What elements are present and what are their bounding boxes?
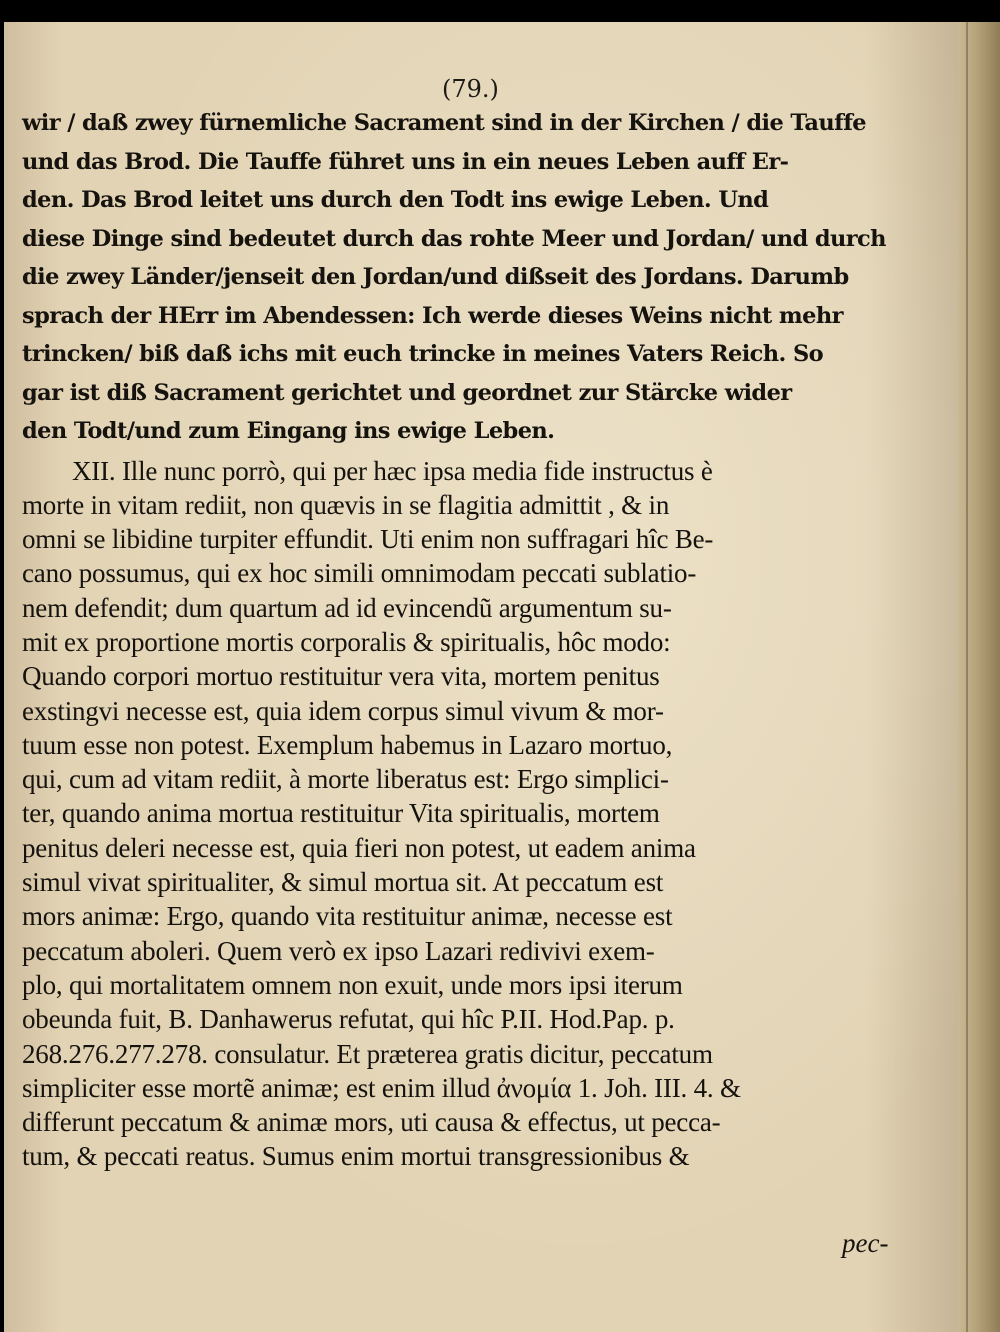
text-line: exstingvi necesse est, quia idem corpus simul vivum & mor- <box>22 695 664 726</box>
text-line: simpliciter esse mortẽ animæ; est enim illud ἀνομία 1. Joh. III. 4. & <box>22 1072 741 1103</box>
text-line: den Todt/und zum Eingang ins ewige Leben. <box>22 418 555 444</box>
text-line: diese Dinge sind bedeutet durch das rohte Meer und Jordan/ und durch <box>22 225 886 252</box>
latin-paragraph <box>22 454 902 1174</box>
page-text <box>22 104 902 1174</box>
text-line: XII. Ille nunc porrò, qui per hæc ipsa media fide instructus è <box>72 455 713 486</box>
text-line: morte in vitam rediit, non quævis in se flagitia admittit , & in <box>22 489 670 520</box>
text-line: wir / daß zwey fürnemliche Sacrament sind in der Kirchen / die Tauffe <box>22 110 867 136</box>
text-line: peccatum aboleri. Quem verò ex ipso Lazari redivivi exem- <box>22 935 655 966</box>
text-line: qui, cum ad vitam rediit, à morte liberatus est: Ergo simplici- <box>22 764 669 795</box>
text-line: differunt peccatum & animæ mors, uti causa & effectus, ut pecca- <box>22 1107 721 1138</box>
text-line: und das Brod. Die Tauffe führet uns in ein neues Leben auff Er- <box>22 148 789 175</box>
text-line: omni se libidine turpiter effundit. Uti enim non suffragari hîc Be- <box>22 524 714 555</box>
text-line: tuum esse non potest. Exemplum habemus in Lazaro mortuo, <box>22 729 673 760</box>
text-line: trincken/ biß daß ichs mit euch trincke in meines Vaters Reich. So <box>22 341 824 367</box>
page-number: (79.) <box>442 75 499 103</box>
text-line: tum, & peccati reatus. Sumus enim mortui transgressionibus & <box>22 1141 690 1172</box>
text-line: gar ist diß Sacrament gerichtet und geordnet zur Stärcke wider <box>22 379 792 406</box>
german-paragraph <box>22 104 902 451</box>
catchword: pec- <box>842 1228 889 1258</box>
text-line: obeunda fuit, B. Danhawerus refutat, qui hîc P.II. Hod.Pap. p. <box>22 1004 675 1035</box>
text-line: die zwey Länder/jenseit den Jordan/und dißseit des Jordans. Darumb <box>22 264 849 290</box>
text-line: simul vivat spiritualiter, & simul mortua sit. At peccatum est <box>22 867 664 898</box>
text-line: nem defendit; dum quartum ad id evincendũ argumentum su- <box>22 592 672 623</box>
text-line: mit ex proportione mortis corporalis & spiritualis, hôc modo: <box>22 626 671 657</box>
text-line: cano possumus, qui ex hoc simili omnimodam peccati sublatio- <box>22 558 697 589</box>
text-line: mors animæ: Ergo, quando vita restituitur animæ, necesse est <box>22 901 673 932</box>
book-spine <box>958 22 1000 1332</box>
text-line: sprach der HErr im Abendessen: Ich werde dieses Weins nicht mehr <box>22 302 843 329</box>
text-line: den. Das Brod leitet uns durch den Todt ins ewige Leben. Und <box>22 187 769 213</box>
text-line: Quando corpori mortuo restituitur vera vita, mortem penitus <box>22 661 660 692</box>
text-line: ter, quando anima mortua restituitur Vita spiritualis, mortem <box>22 798 660 829</box>
text-line: plo, qui mortalitatem omnem non exuit, unde mors ipsi iterum <box>22 969 683 1000</box>
text-line: 268.276.277.278. consulatur. Et præterea gratis dicitur, peccatum <box>22 1038 713 1069</box>
text-line: penitus deleri necesse est, quia fieri non potest, ut eadem anima <box>22 832 696 863</box>
